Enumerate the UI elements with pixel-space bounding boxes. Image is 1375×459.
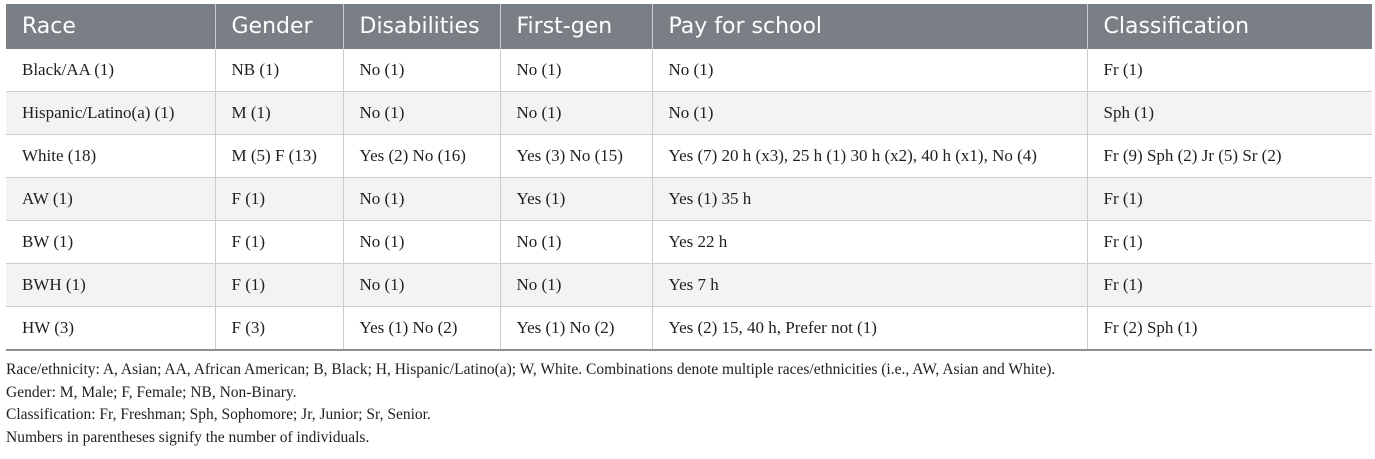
cell-disabilities: No (1) [343,49,500,92]
cell-first-gen: No (1) [500,92,652,135]
cell-race: BW (1) [6,221,215,264]
column-header-first-gen: First-gen [500,4,652,49]
cell-gender: F (1) [215,264,343,307]
cell-disabilities: No (1) [343,264,500,307]
cell-classification: Sph (1) [1087,92,1372,135]
footnote-parentheses: Numbers in parentheses signify the number of individuals. [6,428,370,446]
table-row [6,92,1372,135]
footnote-race-ethnicity: Race/ethnicity: A, Asian; AA, African American; B, Black; H, Hispanic/Latino(a); W, White. Combinations denote multiple races/ethnicities (i.e., AW, Asian and White). [6,361,1056,378]
cell-race: Hispanic/Latino(a) (1) [6,92,215,135]
cell-pay-for-school: Yes 22 h [652,221,1087,264]
cell-classification: Fr (1) [1087,178,1372,221]
table-row [6,307,1372,351]
cell-disabilities: No (1) [343,178,500,221]
cell-first-gen: Yes (1) No (2) [500,307,652,351]
table-footnotes [6,359,1372,449]
footnote-gender: Gender: M, Male; F, Female; NB, Non-Binary. [6,383,297,401]
column-header-gender: Gender [215,4,343,49]
column-header-pay-for-school: Pay for school [652,4,1087,49]
cell-pay-for-school: Yes 7 h [652,264,1087,307]
column-header-race: Race [6,4,215,49]
cell-first-gen: Yes (3) No (15) [500,135,652,178]
cell-race: White (18) [6,135,215,178]
cell-classification: Fr (2) Sph (1) [1087,307,1372,351]
cell-gender: F (1) [215,178,343,221]
demographics-table-container [6,4,1372,449]
cell-gender: NB (1) [215,49,343,92]
cell-race: BWH (1) [6,264,215,307]
cell-race: Black/AA (1) [6,49,215,92]
cell-first-gen: No (1) [500,221,652,264]
cell-first-gen: No (1) [500,264,652,307]
footnote-classification: Classification: Fr, Freshman; Sph, Sophomore; Jr, Junior; Sr, Senior. [6,406,431,423]
table-row [6,178,1372,221]
cell-pay-for-school: Yes (1) 35 h [652,178,1087,221]
cell-pay-for-school: No (1) [652,49,1087,92]
column-header-disabilities: Disabilities [343,4,500,49]
column-header-classification: Classification [1087,4,1372,49]
cell-disabilities: Yes (1) No (2) [343,307,500,351]
cell-gender: M (1) [215,92,343,135]
cell-classification: Fr (1) [1087,49,1372,92]
cell-race: HW (3) [6,307,215,351]
cell-classification: Fr (9) Sph (2) Jr (5) Sr (2) [1087,135,1372,178]
demographics-table [6,4,1372,351]
table-row [6,135,1372,178]
table-row [6,49,1372,92]
cell-classification: Fr (1) [1087,221,1372,264]
table-body [6,49,1372,350]
table-header [6,4,1372,49]
table-row [6,264,1372,307]
cell-pay-for-school: Yes (7) 20 h (x3), 25 h (1) 30 h (x2), 40 h (x1), No (4) [652,135,1087,178]
cell-first-gen: No (1) [500,49,652,92]
cell-gender: M (5) F (13) [215,135,343,178]
cell-disabilities: No (1) [343,221,500,264]
cell-classification: Fr (1) [1087,264,1372,307]
cell-first-gen: Yes (1) [500,178,652,221]
cell-pay-for-school: No (1) [652,92,1087,135]
header-row [6,4,1372,49]
cell-disabilities: No (1) [343,92,500,135]
cell-gender: F (3) [215,307,343,351]
cell-gender: F (1) [215,221,343,264]
cell-pay-for-school: Yes (2) 15, 40 h, Prefer not (1) [652,307,1087,351]
cell-disabilities: Yes (2) No (16) [343,135,500,178]
table-row [6,221,1372,264]
cell-race: AW (1) [6,178,215,221]
